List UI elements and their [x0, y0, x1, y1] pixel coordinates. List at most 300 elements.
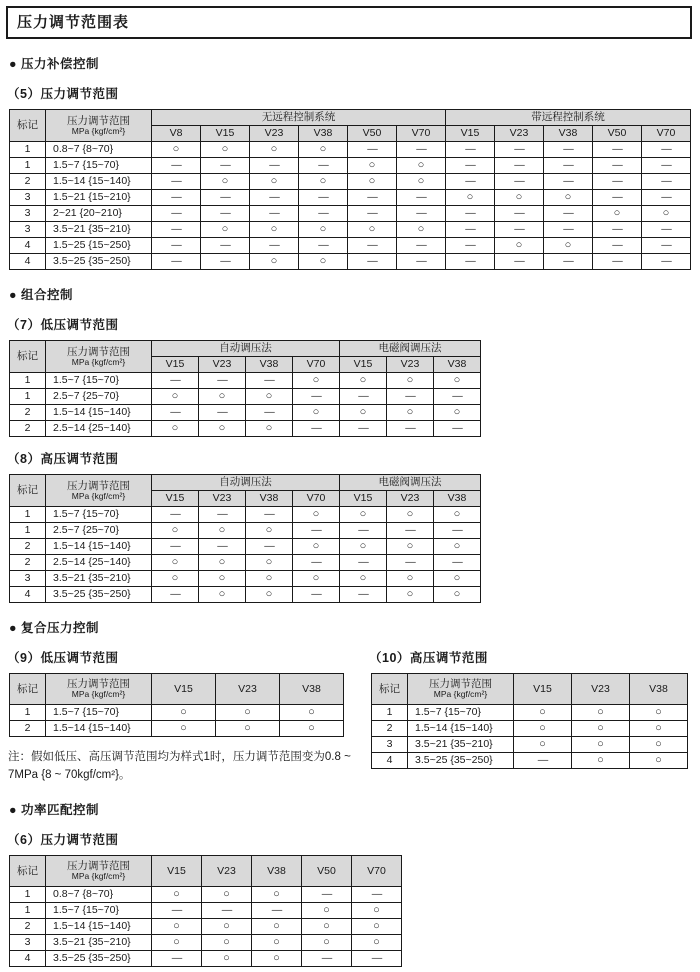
applicable-mark: ○ — [202, 886, 252, 902]
applicable-mark: ○ — [250, 174, 299, 190]
col-header-model: V15 — [340, 357, 387, 373]
table-row — [10, 950, 402, 966]
not-applicable-mark: — — [593, 238, 642, 254]
group-header: 带远程控制系统 — [446, 110, 691, 126]
applicable-mark: ○ — [348, 222, 397, 238]
col-header-model: V38 — [246, 491, 293, 507]
not-applicable-mark: — — [544, 206, 593, 222]
mark-cell: 1 — [10, 142, 46, 158]
table-row — [10, 373, 481, 389]
applicable-mark: ○ — [199, 587, 246, 603]
range-cell: 1.5~7 {15~70} — [46, 507, 152, 523]
not-applicable-mark: — — [352, 886, 402, 902]
col-header-model: V23 — [572, 674, 630, 705]
section-power-matching-control: ● 功率匹配控制 — [9, 802, 100, 817]
col-header-mark: 标记 — [372, 674, 408, 705]
not-applicable-mark: — — [250, 238, 299, 254]
not-applicable-mark: — — [299, 206, 348, 222]
table-row — [372, 737, 688, 753]
table-row — [10, 254, 691, 270]
mark-cell: 1 — [10, 389, 46, 405]
not-applicable-mark: — — [152, 174, 201, 190]
applicable-mark: ○ — [246, 555, 293, 571]
not-applicable-mark: — — [299, 238, 348, 254]
col-header-model: V23 — [250, 126, 299, 142]
col-header-model: V15 — [152, 855, 202, 886]
range-cell: 0.8~7 {8~70} — [46, 142, 152, 158]
col-header-model: V8 — [152, 126, 201, 142]
not-applicable-mark: — — [250, 190, 299, 206]
applicable-mark: ○ — [252, 950, 302, 966]
mark-cell: 1 — [10, 886, 46, 902]
table-row — [10, 389, 481, 405]
table-6-pressure-adjust-range — [9, 855, 402, 967]
section-compound-pressure-control: ● 复合压力控制 — [9, 621, 100, 635]
mark-cell: 1 — [10, 507, 46, 523]
table-row — [10, 587, 481, 603]
not-applicable-mark: — — [387, 523, 434, 539]
col-header-model: V38 — [630, 674, 688, 705]
applicable-mark: ○ — [387, 507, 434, 523]
mark-cell: 1 — [10, 523, 46, 539]
applicable-mark: ○ — [252, 886, 302, 902]
col-header-model: V38 — [299, 126, 348, 142]
mark-cell: 3 — [10, 190, 46, 206]
applicable-mark: ○ — [152, 389, 199, 405]
mark-cell: 1 — [10, 902, 46, 918]
applicable-mark: ○ — [199, 421, 246, 437]
table-5-pressure-adjust-range — [9, 109, 691, 270]
col-header-range: 压力调节范围 MPa {kgf/cm²} — [46, 855, 152, 886]
not-applicable-mark: — — [642, 174, 691, 190]
mark-cell: 1 — [10, 705, 46, 721]
applicable-mark: ○ — [352, 934, 402, 950]
not-applicable-mark: — — [495, 158, 544, 174]
table-row — [10, 238, 691, 254]
applicable-mark: ○ — [293, 539, 340, 555]
col-header-model: V38 — [544, 126, 593, 142]
not-applicable-mark: — — [642, 190, 691, 206]
table-row — [372, 721, 688, 737]
range-cell: 3.5~21 {35~210} — [46, 222, 152, 238]
applicable-mark: ○ — [246, 389, 293, 405]
not-applicable-mark: — — [397, 190, 446, 206]
table-row — [10, 405, 481, 421]
not-applicable-mark: — — [642, 222, 691, 238]
table-row — [10, 523, 481, 539]
applicable-mark: ○ — [434, 373, 481, 389]
applicable-mark: ○ — [630, 705, 688, 721]
range-cell: 3.5~21 {35~210} — [46, 571, 152, 587]
applicable-mark: ○ — [340, 539, 387, 555]
not-applicable-mark: — — [293, 421, 340, 437]
two-column-area — [6, 636, 694, 785]
mark-cell: 3 — [10, 206, 46, 222]
range-cell: 1.5~14 {15~140} — [46, 405, 152, 421]
applicable-mark: ○ — [299, 254, 348, 270]
applicable-mark: ○ — [630, 721, 688, 737]
applicable-mark: ○ — [246, 421, 293, 437]
range-cell: 3.5~25 {35~250} — [46, 254, 152, 270]
mark-cell: 4 — [372, 753, 408, 769]
table-row — [10, 705, 344, 721]
col-header-mark: 标记 — [10, 674, 46, 705]
not-applicable-mark: — — [340, 555, 387, 571]
mark-cell: 1 — [10, 373, 46, 389]
not-applicable-mark: — — [152, 373, 199, 389]
applicable-mark: ○ — [302, 902, 352, 918]
applicable-mark: ○ — [152, 142, 201, 158]
col-header-range: 压力调节范围 MPa {kgf/cm²} — [46, 110, 152, 142]
mark-cell: 2 — [372, 721, 408, 737]
applicable-mark: ○ — [352, 902, 402, 918]
col-header-model: V23 — [387, 491, 434, 507]
not-applicable-mark: — — [201, 254, 250, 270]
not-applicable-mark: — — [152, 539, 199, 555]
applicable-mark: ○ — [152, 934, 202, 950]
range-cell: 1.5~14 {15~140} — [46, 721, 152, 737]
mark-cell: 2 — [10, 555, 46, 571]
not-applicable-mark: — — [544, 222, 593, 238]
table-row — [10, 934, 402, 950]
not-applicable-mark: — — [299, 190, 348, 206]
not-applicable-mark: — — [446, 174, 495, 190]
not-applicable-mark: — — [293, 587, 340, 603]
left-column — [6, 636, 368, 785]
table-7-low-pressure-range — [9, 340, 481, 437]
col-header-model: V23 — [199, 491, 246, 507]
mark-cell: 4 — [10, 238, 46, 254]
not-applicable-mark: — — [246, 539, 293, 555]
range-cell: 1.5~21 {15~210} — [46, 190, 152, 206]
applicable-mark: ○ — [216, 721, 280, 737]
applicable-mark: ○ — [152, 555, 199, 571]
applicable-mark: ○ — [340, 571, 387, 587]
not-applicable-mark: — — [446, 254, 495, 270]
caption-table6: （6）压力调节范围 — [7, 832, 119, 847]
not-applicable-mark: — — [152, 902, 202, 918]
range-cell: 2.5~7 {25~70} — [46, 523, 152, 539]
not-applicable-mark: — — [201, 238, 250, 254]
col-header-range: 压力调节范围 MPa {kgf/cm²} — [46, 341, 152, 373]
not-applicable-mark: — — [544, 174, 593, 190]
applicable-mark: ○ — [302, 934, 352, 950]
applicable-mark: ○ — [293, 507, 340, 523]
not-applicable-mark: — — [544, 254, 593, 270]
range-cell: 2.5~7 {25~70} — [46, 389, 152, 405]
not-applicable-mark: — — [152, 238, 201, 254]
not-applicable-mark: — — [293, 523, 340, 539]
page-title: 压力调节范围表 — [6, 6, 692, 39]
col-header-model: V23 — [216, 674, 280, 705]
not-applicable-mark: — — [340, 587, 387, 603]
table-row — [10, 206, 691, 222]
not-applicable-mark: — — [246, 405, 293, 421]
applicable-mark: ○ — [514, 705, 572, 721]
applicable-mark: ○ — [246, 571, 293, 587]
table-row — [10, 902, 402, 918]
mark-cell: 4 — [10, 587, 46, 603]
mark-cell: 2 — [10, 405, 46, 421]
col-header-model: V23 — [199, 357, 246, 373]
applicable-mark: ○ — [293, 571, 340, 587]
not-applicable-mark: — — [387, 555, 434, 571]
applicable-mark: ○ — [434, 587, 481, 603]
not-applicable-mark: — — [199, 507, 246, 523]
table-row — [10, 721, 344, 737]
applicable-mark: ○ — [152, 705, 216, 721]
not-applicable-mark: — — [434, 421, 481, 437]
table-row — [372, 705, 688, 721]
not-applicable-mark: — — [544, 142, 593, 158]
range-cell: 3.5~21 {35~210} — [408, 737, 514, 753]
col-header-model: V15 — [152, 357, 199, 373]
mark-cell: 2 — [10, 721, 46, 737]
not-applicable-mark: — — [302, 886, 352, 902]
applicable-mark: ○ — [201, 222, 250, 238]
col-header-model: V23 — [202, 855, 252, 886]
applicable-mark: ○ — [348, 174, 397, 190]
range-cell: 2.5~14 {25~140} — [46, 555, 152, 571]
applicable-mark: ○ — [572, 705, 630, 721]
col-header-range: 压力调节范围 MPa {kgf/cm²} — [408, 674, 514, 705]
not-applicable-mark: — — [397, 238, 446, 254]
col-header-model: V70 — [293, 491, 340, 507]
table-9-low-pressure-range — [9, 673, 344, 737]
applicable-mark: ○ — [299, 222, 348, 238]
applicable-mark: ○ — [630, 753, 688, 769]
range-cell: 1.5~14 {15~140} — [46, 174, 152, 190]
not-applicable-mark: — — [202, 902, 252, 918]
not-applicable-mark: — — [246, 373, 293, 389]
not-applicable-mark: — — [340, 421, 387, 437]
applicable-mark: ○ — [434, 405, 481, 421]
applicable-mark: ○ — [202, 934, 252, 950]
applicable-mark: ○ — [340, 405, 387, 421]
not-applicable-mark: — — [152, 158, 201, 174]
caption-table5: （5）压力调节范围 — [7, 87, 119, 101]
mark-cell: 3 — [372, 737, 408, 753]
col-header-range: 压力调节范围 MPa {kgf/cm²} — [46, 674, 152, 705]
applicable-mark: ○ — [302, 918, 352, 934]
applicable-mark: ○ — [495, 190, 544, 206]
not-applicable-mark: — — [293, 389, 340, 405]
table-row — [10, 539, 481, 555]
applicable-mark: ○ — [397, 158, 446, 174]
col-header-mark: 标记 — [10, 475, 46, 507]
col-header-model: V23 — [495, 126, 544, 142]
applicable-mark: ○ — [152, 886, 202, 902]
not-applicable-mark: — — [348, 254, 397, 270]
group-header: 电磁阀调压法 — [340, 475, 481, 491]
mark-cell: 2 — [10, 539, 46, 555]
not-applicable-mark: — — [397, 254, 446, 270]
applicable-mark: ○ — [252, 918, 302, 934]
applicable-mark: ○ — [199, 555, 246, 571]
not-applicable-mark: — — [642, 158, 691, 174]
range-cell: 1.5~7 {15~70} — [46, 158, 152, 174]
range-cell: 1.5~14 {15~140} — [46, 918, 152, 934]
applicable-mark: ○ — [201, 142, 250, 158]
range-cell: 1.5~7 {15~70} — [46, 373, 152, 389]
table-8-high-pressure-range — [9, 474, 481, 603]
range-cell: 1.5~14 {15~140} — [408, 721, 514, 737]
col-header-model: V38 — [252, 855, 302, 886]
not-applicable-mark: — — [514, 753, 572, 769]
col-header-model: V15 — [152, 674, 216, 705]
applicable-mark: ○ — [202, 950, 252, 966]
applicable-mark: ○ — [642, 206, 691, 222]
applicable-mark: ○ — [348, 158, 397, 174]
not-applicable-mark: — — [201, 206, 250, 222]
not-applicable-mark: — — [246, 507, 293, 523]
not-applicable-mark: — — [446, 222, 495, 238]
not-applicable-mark: — — [340, 389, 387, 405]
applicable-mark: ○ — [199, 523, 246, 539]
not-applicable-mark: — — [152, 190, 201, 206]
not-applicable-mark: — — [446, 158, 495, 174]
not-applicable-mark: — — [348, 142, 397, 158]
range-cell: 1.5~7 {15~70} — [46, 902, 152, 918]
not-applicable-mark: — — [593, 254, 642, 270]
applicable-mark: ○ — [572, 737, 630, 753]
applicable-mark: ○ — [152, 571, 199, 587]
not-applicable-mark: — — [201, 158, 250, 174]
not-applicable-mark: — — [387, 421, 434, 437]
range-cell: 2.5~14 {25~140} — [46, 421, 152, 437]
not-applicable-mark: — — [495, 254, 544, 270]
table-row — [10, 174, 691, 190]
table-row — [10, 555, 481, 571]
not-applicable-mark: — — [593, 142, 642, 158]
table-row — [10, 142, 691, 158]
range-cell: 3.5~25 {35~250} — [46, 587, 152, 603]
not-applicable-mark: — — [299, 158, 348, 174]
col-header-model: V15 — [152, 491, 199, 507]
col-header-model: V23 — [387, 357, 434, 373]
applicable-mark: ○ — [199, 571, 246, 587]
not-applicable-mark: — — [642, 238, 691, 254]
not-applicable-mark: — — [446, 142, 495, 158]
table-row — [10, 507, 481, 523]
range-cell: 3.5~25 {35~250} — [408, 753, 514, 769]
col-header-model: V70 — [642, 126, 691, 142]
col-header-model: V15 — [201, 126, 250, 142]
caption-table8: （8）高压调节范围 — [7, 452, 119, 466]
applicable-mark: ○ — [152, 421, 199, 437]
right-column — [368, 636, 688, 769]
not-applicable-mark: — — [152, 222, 201, 238]
not-applicable-mark: — — [250, 206, 299, 222]
not-applicable-mark: — — [152, 254, 201, 270]
table-row — [10, 571, 481, 587]
table-10-high-pressure-range — [371, 673, 688, 769]
applicable-mark: ○ — [544, 238, 593, 254]
not-applicable-mark: — — [593, 174, 642, 190]
not-applicable-mark: — — [302, 950, 352, 966]
group-header: 无远程控制系统 — [152, 110, 446, 126]
not-applicable-mark: — — [544, 158, 593, 174]
col-header-model: V50 — [593, 126, 642, 142]
applicable-mark: ○ — [250, 222, 299, 238]
not-applicable-mark: — — [593, 222, 642, 238]
col-header-mark: 标记 — [10, 855, 46, 886]
not-applicable-mark: — — [199, 405, 246, 421]
not-applicable-mark: — — [495, 206, 544, 222]
applicable-mark: ○ — [514, 721, 572, 737]
applicable-mark: ○ — [397, 174, 446, 190]
section-combination-control: ● 组合控制 — [9, 288, 74, 302]
not-applicable-mark: — — [387, 389, 434, 405]
applicable-mark: ○ — [434, 571, 481, 587]
range-cell: 3.5~21 {35~210} — [46, 934, 152, 950]
not-applicable-mark: — — [397, 206, 446, 222]
applicable-mark: ○ — [199, 389, 246, 405]
not-applicable-mark: — — [152, 206, 201, 222]
not-applicable-mark: — — [593, 190, 642, 206]
applicable-mark: ○ — [152, 523, 199, 539]
not-applicable-mark: — — [199, 539, 246, 555]
col-header-model: V15 — [514, 674, 572, 705]
applicable-mark: ○ — [293, 373, 340, 389]
applicable-mark: ○ — [514, 737, 572, 753]
range-cell: 1.5~7 {15~70} — [408, 705, 514, 721]
not-applicable-mark: — — [152, 507, 199, 523]
range-cell: 3.5~25 {35~250} — [46, 950, 152, 966]
applicable-mark: ○ — [387, 571, 434, 587]
not-applicable-mark: — — [152, 587, 199, 603]
applicable-mark: ○ — [544, 190, 593, 206]
not-applicable-mark: — — [293, 555, 340, 571]
applicable-mark: ○ — [387, 587, 434, 603]
not-applicable-mark: — — [495, 142, 544, 158]
not-applicable-mark: — — [252, 902, 302, 918]
mark-cell: 1 — [372, 705, 408, 721]
applicable-mark: ○ — [340, 507, 387, 523]
col-header-model: V70 — [352, 855, 402, 886]
not-applicable-mark: — — [434, 555, 481, 571]
table-row — [10, 158, 691, 174]
not-applicable-mark: — — [434, 523, 481, 539]
mark-cell: 2 — [10, 918, 46, 934]
col-header-model: V15 — [446, 126, 495, 142]
not-applicable-mark: — — [348, 206, 397, 222]
col-header-model: V15 — [340, 491, 387, 507]
not-applicable-mark: — — [434, 389, 481, 405]
table-row — [10, 190, 691, 206]
col-header-range: 压力调节范围 MPa {kgf/cm²} — [46, 475, 152, 507]
applicable-mark: ○ — [340, 373, 387, 389]
col-header-model: V38 — [434, 357, 481, 373]
not-applicable-mark: — — [397, 142, 446, 158]
applicable-mark: ○ — [201, 174, 250, 190]
applicable-mark: ○ — [216, 705, 280, 721]
mark-cell: 3 — [10, 934, 46, 950]
mark-cell: 3 — [10, 571, 46, 587]
table-row — [10, 222, 691, 238]
mark-cell: 4 — [10, 254, 46, 270]
table-row — [10, 886, 402, 902]
applicable-mark: ○ — [434, 539, 481, 555]
applicable-mark: ○ — [250, 254, 299, 270]
table-row — [10, 918, 402, 934]
applicable-mark: ○ — [280, 721, 344, 737]
mark-cell: 2 — [10, 421, 46, 437]
not-applicable-mark: — — [446, 238, 495, 254]
applicable-mark: ○ — [352, 918, 402, 934]
not-applicable-mark: — — [152, 950, 202, 966]
table-row — [372, 753, 688, 769]
